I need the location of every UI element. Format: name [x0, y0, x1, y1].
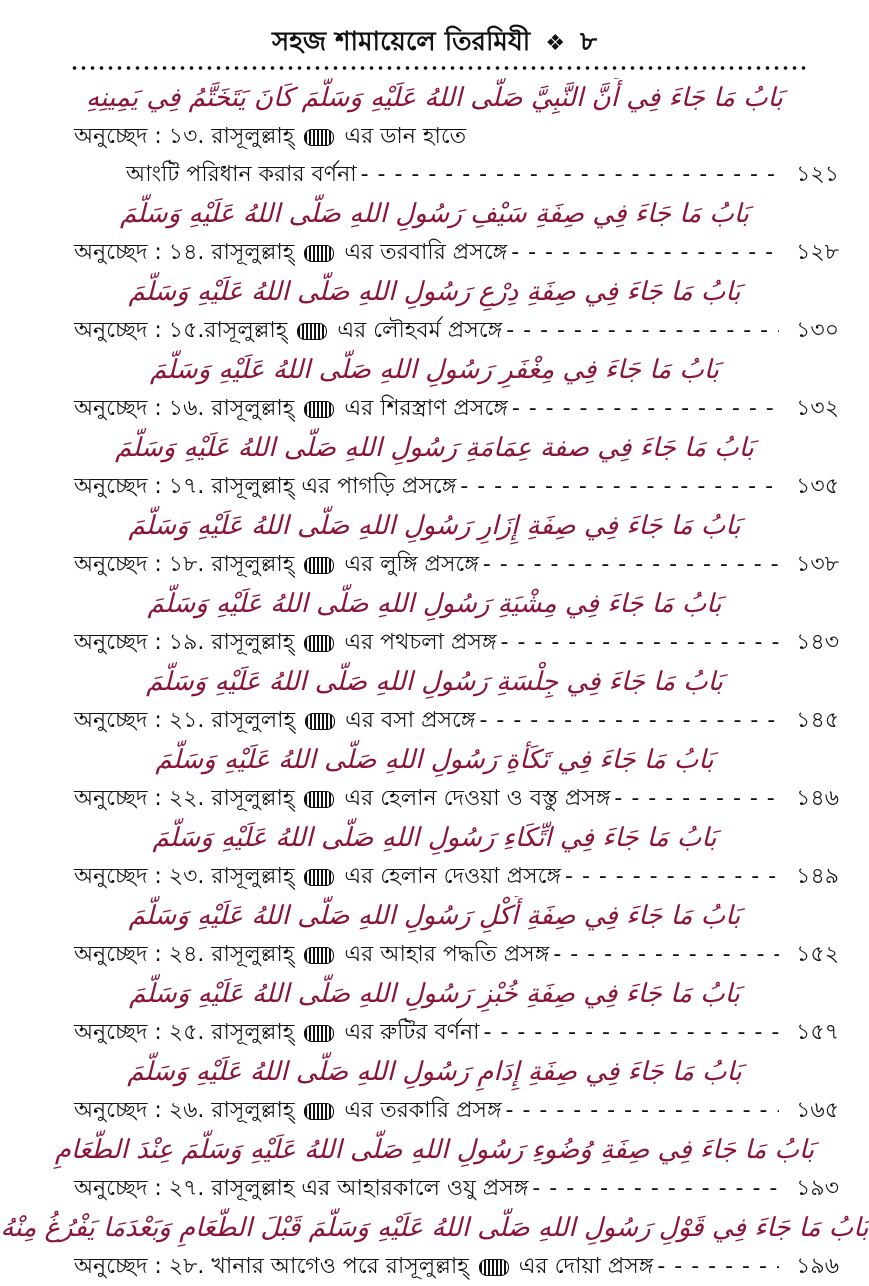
arabic-chapter-title: بَابُ مَا جَاءَ فِي صِفَةِ إِزَارِ رَسُولِ اللهِ صَلَّى اللهُ عَلَيْهِ وَسَلَّمَ — [128, 511, 741, 541]
arabic-chapter-title: بَابُ مَا جَاءَ فِي مِشْيَةِ رَسُولِ اللهِ صَلَّى اللهُ عَلَيْهِ وَسَلَّمَ — [147, 589, 722, 619]
pbuh-seal-icon — [304, 129, 334, 146]
dash-leader — [506, 1092, 779, 1130]
chapter-line[interactable] — [0, 624, 869, 662]
page-ref: ১৬৫ — [796, 1098, 839, 1123]
dash-leader — [553, 936, 779, 974]
arabic-chapter-title: بَابُ مَا جَاءَ فِي صِفَةِ سَيْفِ رَسُولِ اللهِ صَلَّى اللهُ عَلَيْهِ وَسَلَّمَ — [120, 199, 749, 229]
chapter-title: অনুচ্ছেদ : ১৯. রাসূলুল্লাহ্ এর পথচলা প্রসঙ্গ — [74, 630, 497, 655]
page-header — [0, 22, 869, 62]
chapter-line[interactable] — [0, 1248, 869, 1286]
arabic-chapter-title: بَابُ مَا جَاءَ فِي صفة عِمَامَةِ رَسُولِ اللهِ صَلَّى اللهُ عَلَيْهِ وَسَلَّمَ — [115, 433, 754, 463]
page-ref: ১৩২ — [796, 396, 839, 421]
dash-leader — [512, 390, 779, 428]
dash-leader — [565, 858, 779, 896]
chapter-line[interactable] — [0, 1092, 869, 1130]
page-ref: ১৯৩ — [796, 1176, 839, 1201]
pbuh-seal-icon — [304, 557, 334, 574]
chapter-title: অনুচ্ছেদ : ১৫.রাসূলুল্লাহ্ এর লৌহবর্ম প্রসঙ্গে — [74, 318, 503, 343]
toc-entry — [0, 506, 869, 584]
table-of-contents — [0, 78, 869, 1286]
chapter-title: অনুচ্ছেদ : ১৪. রাসূলুল্লাহ্ এর তরবারি প্রসঙ্গে — [74, 240, 508, 265]
chapter-line[interactable] — [0, 858, 869, 896]
toc-entry — [0, 818, 869, 896]
chapter-line[interactable] — [0, 312, 869, 350]
arabic-chapter-title: بَابُ مَا جَاءَ فِي صِفَةِ دِرْعِ رَسُولِ اللهِ صَلَّى اللهُ عَلَيْهِ وَسَلَّمَ — [128, 277, 741, 307]
page-ref: ১৪৬ — [796, 786, 839, 811]
pbuh-seal-icon — [304, 245, 334, 262]
toc-entry — [0, 1130, 869, 1208]
arabic-chapter-title: بَابُ مَا جَاءَ فِي اتِّكَاءِ رَسُولِ اللهِ صَلَّى اللهُ عَلَيْهِ وَسَلَّمَ — [152, 823, 717, 853]
chapter-line[interactable] — [0, 234, 869, 272]
chapter-line[interactable] — [0, 156, 869, 194]
arabic-chapter-title: بَابُ مَا جَاءَ فِي قَوْلِ رَسُولِ اللهِ صَلَّى اللهُ عَلَيْهِ وَسَلَّمَ قَبْلَ الطَّعَامِ وَبَعْدَمَا يَفْرُغُ مِنْهُ — [0, 1213, 869, 1243]
page-ref: ১৩০ — [796, 318, 839, 343]
arabic-chapter-title: بَابُ مَا جَاءَ فِي جِلْسَةِ رَسُولِ اللهِ صَلَّى اللهُ عَلَيْهِ وَسَلَّمَ — [146, 667, 723, 697]
toc-entry — [0, 1208, 869, 1286]
page-ref: ১৪৩ — [796, 630, 839, 655]
page-ref: ১৩৫ — [796, 474, 839, 499]
chapter-line[interactable] — [0, 118, 869, 156]
dash-leader — [657, 1248, 779, 1286]
chapter-title: অনুচ্ছেদ : ২৫. রাসূলুল্লাহ্ এর রুটির বর্ণনা — [74, 1020, 480, 1045]
chapter-title: অনুচ্ছেদ : ২১. রাসূলুলাহ্ এর বসা প্রসঙ্গে — [74, 708, 476, 733]
dash-leader — [484, 1014, 779, 1052]
dash-leader — [501, 624, 779, 662]
pbuh-seal-icon — [479, 1259, 509, 1276]
chapter-title: অনুচ্ছেদ : ১৮. রাসূলুল্লাহ্ এর লুঙ্গি প্রসঙ্গে — [74, 552, 479, 577]
page-ref: ১৪৯ — [796, 864, 839, 889]
chapter-title: অনুচ্ছেদ : ২৪. রাসূলুল্লাহ্ এর আহার পদ্ধতি প্রসঙ্গ — [74, 942, 550, 967]
toc-entry — [0, 194, 869, 272]
chapter-title: অনুচ্ছেদ : ২৮. খানার আগেও পরে রাসূলুল্লাহ্ এর দোয়া প্রসঙ্গ — [74, 1254, 654, 1279]
pbuh-seal-icon — [304, 947, 334, 964]
chapter-title: অনুচ্ছেদ : ১৩. রাসূলুল্লাহ্ এর ডান হাতে — [74, 124, 467, 149]
dash-leader — [483, 546, 779, 584]
dash-leader — [614, 780, 779, 818]
page-ref: ১৯৬ — [796, 1254, 839, 1279]
pbuh-seal-icon — [304, 1025, 334, 1042]
chapter-line[interactable] — [0, 468, 869, 506]
diamond-icon: ❖ — [545, 31, 566, 56]
toc-entry — [0, 974, 869, 1052]
pbuh-seal-icon — [304, 1103, 334, 1120]
chapter-line[interactable] — [0, 390, 869, 428]
page-ref: ১৫৭ — [796, 1020, 839, 1045]
arabic-chapter-title: بَابُ مَا جَاءَ فِي تَكَأَةِ رَسُولِ اللهِ صَلَّى اللهُ عَلَيْهِ وَسَلَّمَ — [155, 745, 714, 775]
toc-entry — [0, 350, 869, 428]
toc-entry — [0, 78, 869, 194]
arabic-chapter-title: بَابُ مَا جَاءَ فِي صِفَةِ إِدَامِ رَسُولِ اللهِ صَلَّى اللهُ عَلَيْهِ وَسَلَّمَ — [127, 1057, 742, 1087]
chapter-title: আংটি পরিধান করার বর্ণনা — [126, 162, 357, 187]
page-ref: ১২৮ — [796, 240, 839, 265]
dash-leader — [460, 468, 779, 506]
chapter-line[interactable] — [0, 1170, 869, 1208]
dotted-divider — [70, 64, 810, 72]
page-number: ৮ — [580, 27, 597, 57]
chapter-title: অনুচ্ছেদ : ২৭. রাসূলুল্লাহ এর আহারকালে ওযু প্রসঙ্গ — [74, 1176, 529, 1201]
pbuh-seal-icon — [297, 323, 327, 340]
toc-entry — [0, 272, 869, 350]
pbuh-seal-icon — [305, 713, 335, 730]
page-ref: ১৫২ — [796, 942, 839, 967]
arabic-chapter-title: بَابُ مَا جَاءَ فِي أَنَّ النَّبِيَّ صَلَّى اللهُ عَلَيْهِ وَسَلَّمَ كَانَ يَتَخَتَّمُ فِي يَمِينِهِ — [86, 83, 783, 113]
page-ref: ১৪৫ — [796, 708, 839, 733]
arabic-chapter-title: بَابُ مَا جَاءَ فِي صِفَةِ خُبْزِ رَسُولِ اللهِ صَلَّى اللهُ عَلَيْهِ وَسَلَّمَ — [129, 979, 740, 1009]
dash-leader — [479, 702, 779, 740]
toc-entry — [0, 584, 869, 662]
page-ref: ১২১ — [796, 162, 839, 187]
chapter-line[interactable] — [0, 780, 869, 818]
page-ref: ১৩৮ — [796, 552, 839, 577]
toc-entry — [0, 428, 869, 506]
chapter-title: অনুচ্ছেদ : ২৬. রাসূলুল্লাহ্ এর তরকারি প্রসঙ্গ — [74, 1098, 502, 1123]
arabic-chapter-title: بَابُ مَا جَاءَ فِي صِفَةِ وُضُوءِ رَسُولِ اللهِ صَلَّى اللهُ عَلَيْهِ وَسَلَّمَ عِنْدَ الطَّعَامِ — [54, 1135, 815, 1165]
pbuh-seal-icon — [304, 791, 334, 808]
pbuh-seal-icon — [304, 635, 334, 652]
pbuh-seal-icon — [304, 401, 334, 418]
dash-leader — [361, 156, 779, 194]
chapter-line[interactable] — [0, 1014, 869, 1052]
chapter-line[interactable] — [0, 936, 869, 974]
dash-leader — [532, 1170, 779, 1208]
dash-leader — [511, 234, 779, 272]
chapter-title: অনুচ্ছেদ : ১৬. রাসূলুল্লাহ্ এর শিরস্ত্রাণ প্রসঙ্গে — [74, 396, 508, 421]
chapter-title: অনুচ্ছেদ : ১৭. রাসূলুল্লাহ্ এর পাগড়ি প্রসঙ্গে — [74, 474, 457, 499]
toc-entry — [0, 662, 869, 740]
chapter-line[interactable] — [0, 546, 869, 584]
chapter-title: অনুচ্ছেদ : ২২. রাসূলুল্লাহ্ এর হেলান দেওয়া ও বস্তু প্রসঙ্গ — [74, 786, 611, 811]
dash-leader — [506, 312, 779, 350]
pbuh-seal-icon — [304, 869, 334, 886]
book-title: সহজ শামায়েলে তিরমিযী — [272, 27, 531, 57]
toc-entry — [0, 1052, 869, 1130]
arabic-chapter-title: بَابُ مَا جَاءَ فِي صِفَةِ أَكْلِ رَسُولِ اللهِ صَلَّى اللهُ عَلَيْهِ وَسَلَّمَ — [128, 901, 741, 931]
arabic-chapter-title: بَابُ مَا جَاءَ فِي مِغْفَرِ رَسُولِ اللهِ صَلَّى اللهُ عَلَيْهِ وَسَلَّمَ — [150, 355, 719, 385]
chapter-line[interactable] — [0, 702, 869, 740]
toc-entry — [0, 740, 869, 818]
toc-entry — [0, 896, 869, 974]
chapter-title: অনুচ্ছেদ : ২৩. রাসূলুল্লাহ্ এর হেলান দেওয়া প্রসঙ্গে — [74, 864, 562, 889]
